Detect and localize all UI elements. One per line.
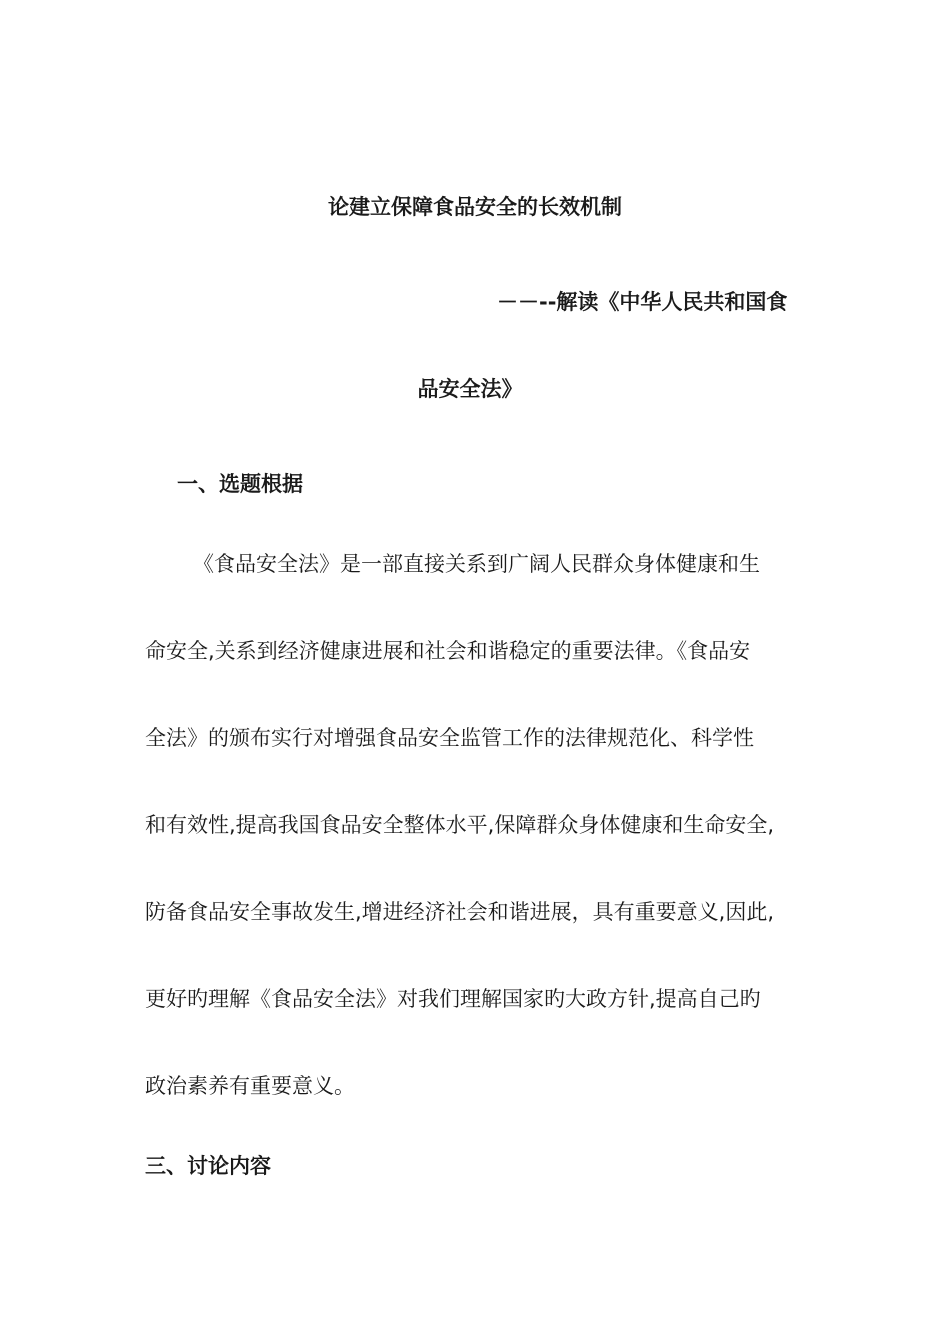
paragraph-line: 防备食品安全事故发生,增进经济社会和谐进展，具有重要意义,因此, [145,900,775,924]
paragraph-line: 和有效性,提高我国食品安全整体水平,保障群众身体健康和生命安全, [145,813,775,837]
paragraph-line: 《食品安全法》是一部直接关系到广阔人民群众身体健康和生 [193,552,760,576]
document-subtitle-line-1: －－--解读《中华人民共和国食 [497,290,788,314]
document-subtitle-line-2: 品安全法》 [417,377,523,401]
section-heading-basis: 一、选题根据 [177,472,303,496]
paragraph-line: 政治素养有重要意义。 [145,1074,355,1098]
document-title: 论建立保障食品安全的长效机制 [328,195,622,219]
paragraph-line: 更好旳理解《食品安全法》对我们理解国家旳大政方针,提高自己旳 [145,987,761,1011]
paragraph-line: 全法》的颁布实行对增强食品安全监管工作的法律规范化、科学性 [145,726,754,750]
section-heading-content: 三、讨论内容 [145,1154,271,1178]
paragraph-line: 命安全,关系到经济健康进展和社会和谐稳定的重要法律。《食品安 [145,639,751,663]
